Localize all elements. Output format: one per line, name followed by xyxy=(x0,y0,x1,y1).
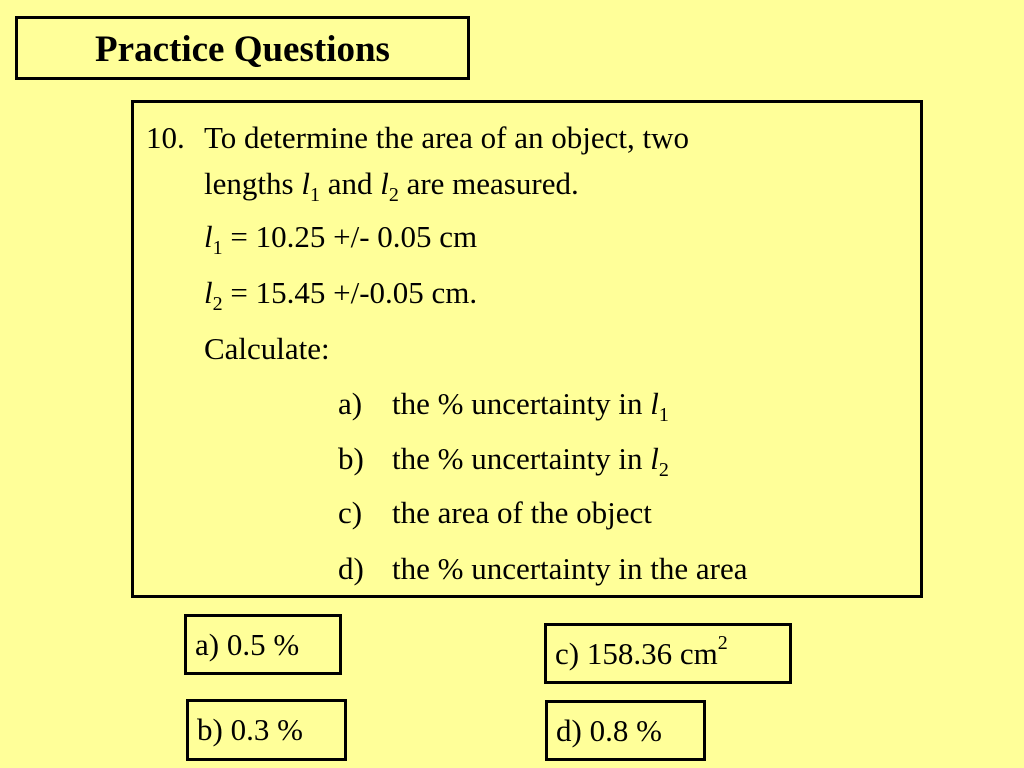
question-intro-line2: lengths $l_1$ and $l_2$ are measured. xyxy=(204,166,579,206)
part-c: c) the area of the object xyxy=(338,495,652,530)
answer-b-box: b) 0.3 % xyxy=(186,699,347,761)
question-box xyxy=(131,100,923,598)
answer-c-text: c) 158.36 cm xyxy=(555,635,718,671)
part-b: b) the % uncertainty in $l_2$ xyxy=(338,441,669,481)
answer-c-exponent: 2 xyxy=(717,631,728,654)
answer-d-box: d) 0.8 % xyxy=(545,700,706,761)
question-number: 10. xyxy=(146,120,185,155)
title-box xyxy=(15,16,470,80)
part-d: d) the % uncertainty in the area xyxy=(338,551,748,586)
part-a: a) the % uncertainty in $l_1$ xyxy=(338,386,669,426)
question-intro-line1: To determine the area of an object, two xyxy=(204,120,690,155)
l2-measurement: $l_2 = 15.45 +/-0.05$ cm. xyxy=(204,275,478,315)
answer-c-box xyxy=(544,623,792,684)
l2-variable: l xyxy=(380,166,389,201)
slide-title: Practice Questions xyxy=(95,29,390,70)
l1-variable: l xyxy=(301,166,310,201)
calculate-label: Calculate: xyxy=(204,331,330,366)
answer-a-box: a) 0.5 % xyxy=(184,614,342,675)
l1-measurement: $l_1 = 10.25$ +/- 0.05 cm xyxy=(204,219,478,259)
